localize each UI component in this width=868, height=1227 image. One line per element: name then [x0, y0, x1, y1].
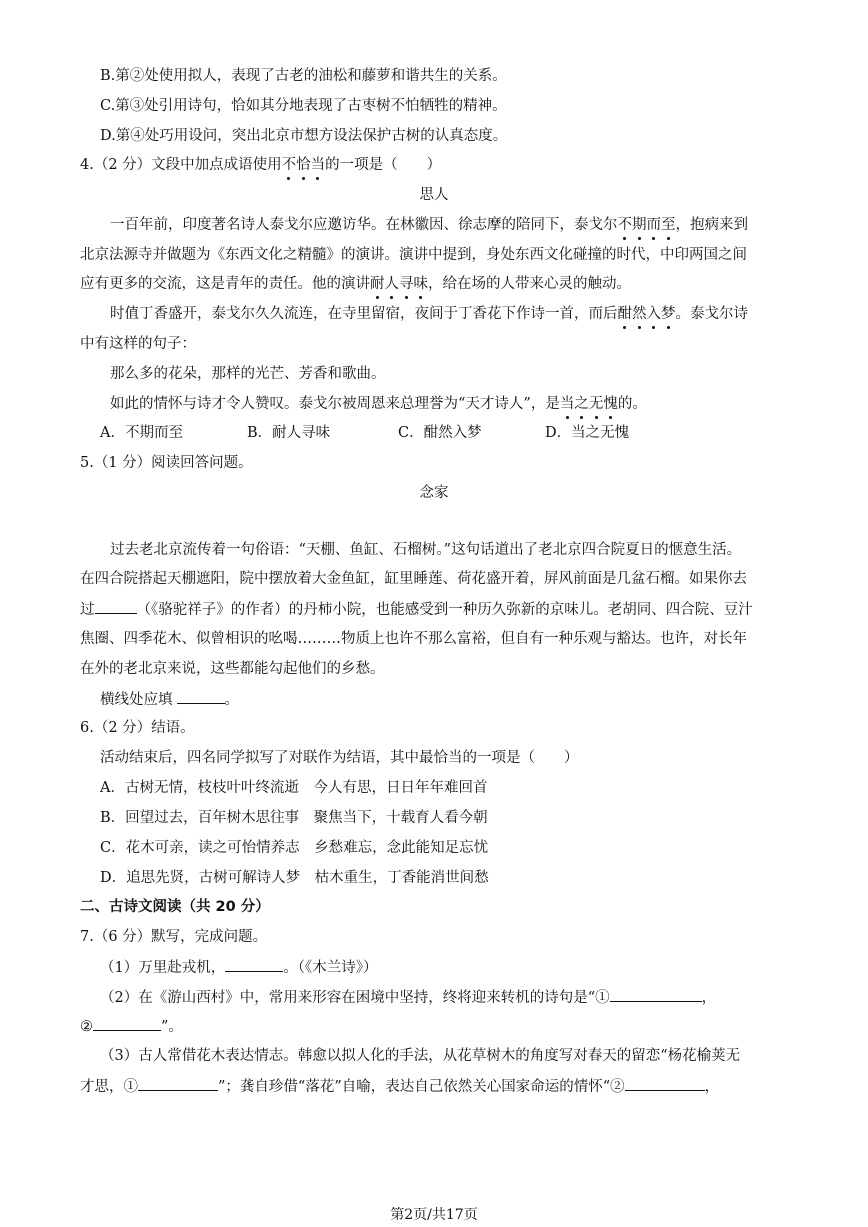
q4-option-b: B．耐人寻味 — [247, 425, 331, 441]
q5-fill-text: 横线处应填 — [100, 692, 173, 708]
q6-option-d: D．追思先贤，古树可解诗人梦 枯木重生，丁香能消世间愁 — [100, 870, 489, 886]
q4-idiom-nairenxunwei: 耐人寻味 — [370, 276, 428, 292]
q4-p1-line1-text: 一百年前，印度著名诗人泰戈尔应邀访华。在林徽因、徐志摩的陪同下，泰戈尔 — [110, 217, 618, 233]
q7-sub3-comma: ， — [704, 1079, 720, 1095]
q4-p1-line3 — [80, 274, 631, 294]
q7-sub2-end: ”。 — [161, 1019, 183, 1035]
q5-line5: 在外的老北京来说，这些都能勾起他们的乡愁。 — [80, 661, 385, 677]
q5-answer-blank[interactable] — [95, 599, 137, 614]
q7-sub3-blank-2[interactable] — [625, 1076, 705, 1091]
q4-p1-line3-end: ，给在场的人带来心灵的触动。 — [428, 276, 631, 292]
page-number: 第2页/共17页 — [390, 1207, 478, 1223]
q4-idiom-dangzhiwukui: 当之无愧 — [559, 396, 618, 412]
q5-line3 — [80, 599, 753, 620]
q4-stem-emphasis: 不恰当 — [281, 157, 326, 173]
q4-stem — [80, 155, 441, 175]
q5-fill-prompt — [100, 689, 239, 710]
q5-line3-end: （《骆驼祥子》的作者）的丹柿小院，也能感受到一种历久弥新的京味儿。老胡同、四合院、豆汁 — [136, 602, 753, 618]
q7-sub1-blank[interactable] — [225, 957, 283, 972]
q4-p2-line1-text: 时值丁香盛开，泰戈尔久久流连，在寺里留宿，夜间于丁香花下作诗一首，而后 — [110, 306, 618, 322]
q6-stem: 6.（2 分）结语。 — [80, 720, 195, 736]
q4-stem-text: 4.（2 分）文段中加点成语使用 — [80, 157, 282, 173]
section-heading: 二、古诗文阅读（共 20 分） — [80, 899, 270, 915]
q7-sub3-line2 — [80, 1076, 719, 1097]
q7-sub1-text: （1）万里赴戎机， — [100, 960, 226, 976]
q5-line4: 焦圈、四季花木、似曾相识的吆喝………物质上也许不那么富裕，但自有一种乐观与豁达。也许，对长年 — [80, 631, 747, 647]
q4-p1-line1 — [110, 215, 748, 235]
q4-p2-line1-end: 。泰戈尔诗 — [675, 306, 748, 322]
q5-fill-blank[interactable] — [177, 689, 225, 704]
q7-sub2-blank-2[interactable] — [93, 1016, 161, 1031]
q5-passage-title: 念家 — [419, 485, 449, 501]
q4-p4 — [110, 394, 647, 414]
q4-option-d: D．当之无愧 — [545, 425, 630, 441]
q7-sub1-end: 。（《木兰诗》） — [283, 960, 378, 976]
q5-line1: 过去老北京流传着一句俗语：“天棚、鱼缸、石榴树。”这句话道出了老北京四合院夏日的惬意生活。 — [110, 542, 742, 558]
q4-idiom-buqierzhi: 不期而至 — [617, 217, 676, 233]
q4-poem-quote: 那么多的花朵，那样的光芒、芳香和歌曲。 — [110, 366, 386, 382]
q4-option-a: A．不期而至 — [100, 425, 183, 441]
q6-option-b: B．回望过去，百年树木思往事 聚焦当下，十载育人看今朝 — [100, 810, 488, 826]
q4-option-c: C．酣然入梦 — [398, 425, 482, 441]
q4-p4-text: 如此的情怀与诗才令人赞叹。泰戈尔被周恩来总理誉为“天才诗人”，是 — [110, 396, 560, 412]
q5-fill-end: 。 — [224, 692, 239, 708]
q7-sub2-circle2: ② — [80, 1019, 93, 1035]
q7-sub3-text: 才思，① — [80, 1079, 138, 1095]
q7-sub2-cont — [80, 1016, 183, 1037]
q5-line3-text: 过 — [80, 602, 95, 618]
q4-passage-title: 思人 — [419, 187, 449, 203]
q6-option-a: A．古树无情，枝枝叶叶终流逝 今人有思，日日年年难回首 — [100, 780, 488, 796]
q5-line2: 在四合院搭起天棚遮阳，院中摆放着大金鱼缸，缸里睡莲、荷花盛开着，屏风前面是几盆石榴。如果你去 — [80, 571, 747, 587]
q6-option-c: C．花木可亲，读之可怡情养志 乡愁难忘，念此能知足忘忧 — [100, 840, 489, 856]
q3-option-b: B.第②处使用拟人，表现了古老的油松和藤萝和谐共生的关系。 — [100, 68, 507, 84]
q4-p1-line1-end: ，抱病来到 — [675, 217, 748, 233]
q3-option-c: C.第③处引用诗句，恰如其分地表现了古枣树不怕牺牲的精神。 — [100, 98, 507, 114]
q7-sub2-comma: ， — [701, 990, 717, 1006]
q7-sub3-line1: （3）古人常借花木表达情志。韩愈以拟人化的手法，从花草树木的角度写对春天的留恋“杨花榆荚无 — [100, 1048, 741, 1064]
q3-option-d: D.第④处巧用设问，突出北京市想方设法保护古树的认真态度。 — [100, 128, 508, 144]
q7-sub2-text: （2）在《游山西村》中，常用来形容在困境中坚持，终将迎来转机的诗句是“① — [100, 990, 610, 1006]
q7-sub2-blank-1[interactable] — [610, 987, 702, 1002]
q7-sub1 — [100, 957, 377, 978]
q4-options — [100, 423, 800, 443]
q5-stem: 5.（1 分）阅读回答问题。 — [80, 455, 253, 471]
q4-p2-line2: 中有这样的句子： — [80, 336, 196, 352]
q4-stem-text-end: 的一项是（ ） — [325, 157, 442, 173]
q4-idiom-hanranrumeng: 酣然入梦 — [617, 306, 676, 322]
q4-p4-end: 的。 — [617, 396, 647, 412]
q7-stem: 7.（6 分）默写，完成问题。 — [80, 929, 268, 945]
q4-p2-line1 — [110, 304, 748, 324]
q7-sub2 — [100, 987, 716, 1008]
q4-p1-line2: 北京法源寺并做题为《东西文化之精髓》的演讲。演讲中提到，身处东西文化碰撞的时代，中印两国之间 — [80, 247, 747, 263]
q4-p1-line3-text: 应有更多的交流，这是青年的责任。他的演讲 — [80, 276, 370, 292]
q7-sub3-blank-1[interactable] — [138, 1076, 218, 1091]
q6-text: 活动结束后，四名同学拟写了对联作为结语，其中最恰当的一项是（ ） — [100, 750, 579, 766]
q7-sub3-text-2: ”；龚自珍借“落花”自喻，表达自己依然关心国家命运的情怀“② — [218, 1079, 625, 1095]
